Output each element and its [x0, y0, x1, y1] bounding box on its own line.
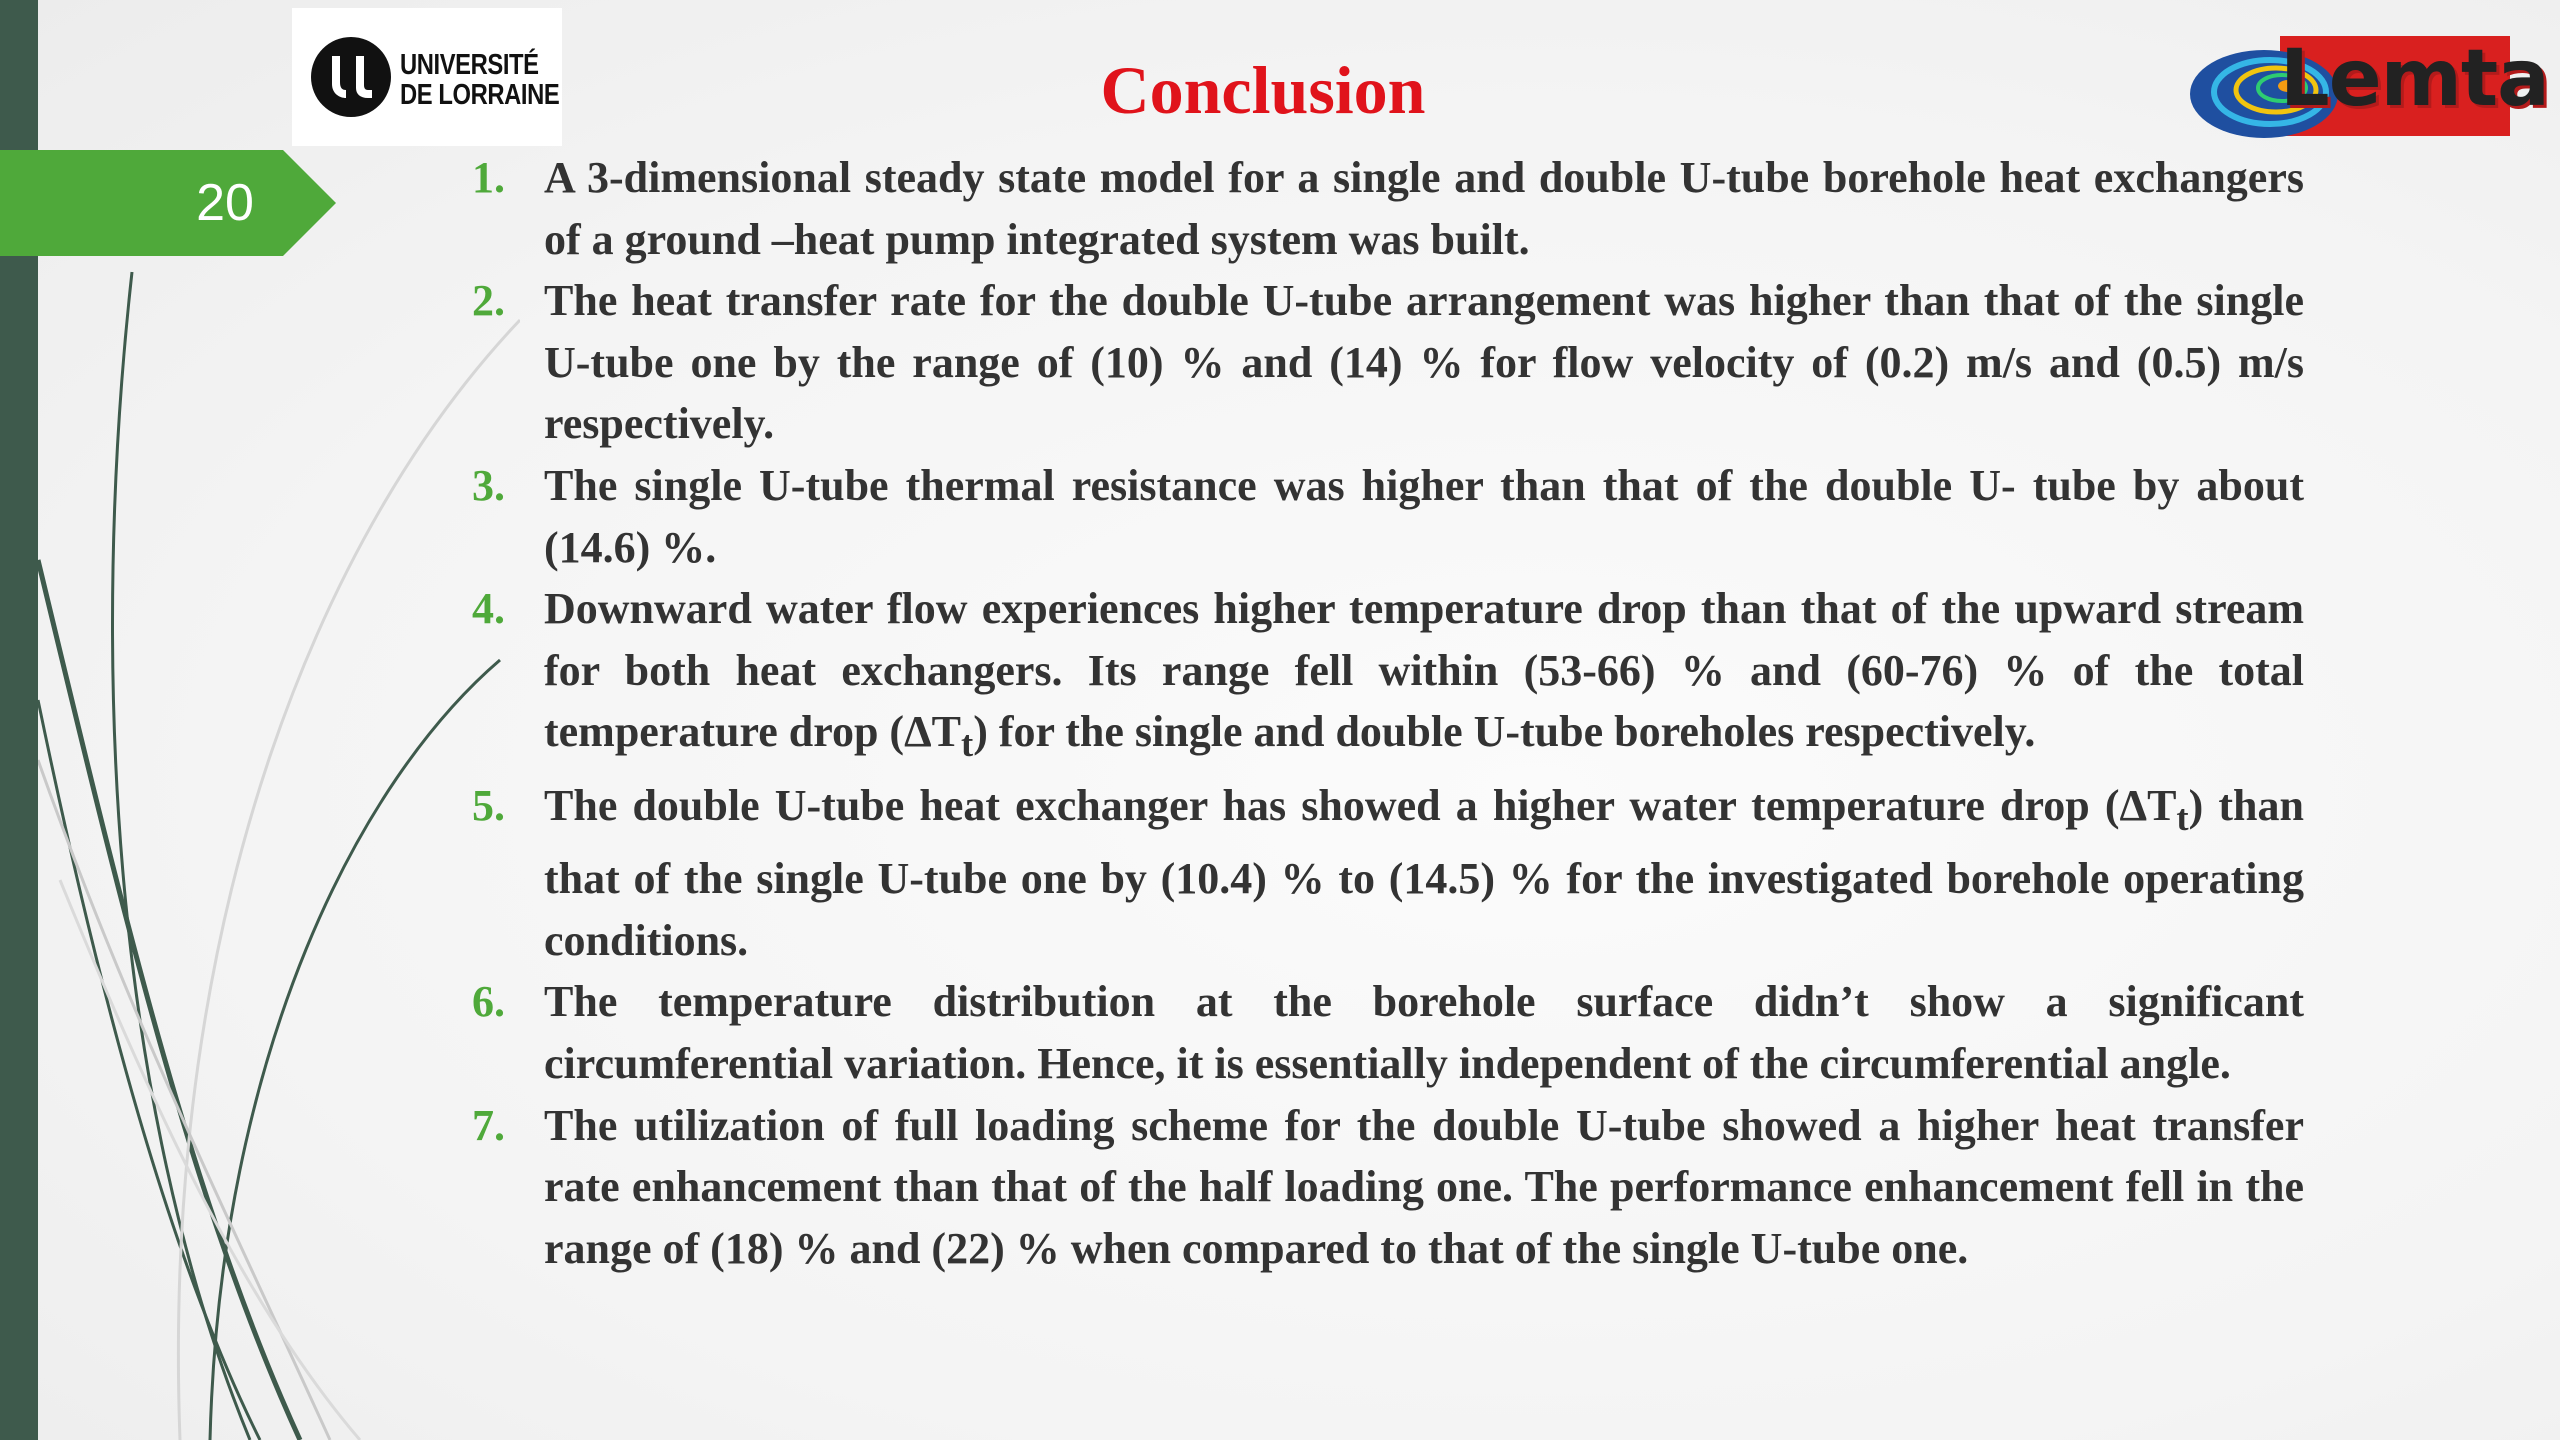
item-text: A 3-dimensional steady state model for a single and double U-tube borehole heat exchangers of a ground –heat pump integrated system was built. [544, 153, 2304, 264]
conclusion-item [472, 971, 2304, 1094]
conclusions-list [472, 147, 2304, 1279]
item-number: 4. [472, 584, 505, 634]
ul-logo-line1: UNIVERSITÉ [400, 49, 539, 81]
item-number: 6. [472, 977, 505, 1027]
item-text: The heat transfer rate for the double U-tube arrangement was higher than that of the single U-tube one by the range of (10) % and (14) % for flow velocity of (0.2) m/s and (0.5) m/s respectively. [544, 276, 2304, 449]
conclusion-item [472, 270, 2304, 455]
item-number: 1. [472, 153, 505, 202]
item-text: The utilization of full loading scheme for the double U-tube showed a higher heat transfer rate enhancement than that of the half loading one. The performance enhancement fell in the range of (18) % and (22) % when compared to that of the single U-tube one. [544, 1100, 2304, 1273]
ul-logo-line2: DE LORRAINE [400, 79, 560, 111]
item-text-after: ) than that of the single U-tube one by (10.4) % to (14.5) % for the investigated borehole operating conditions. [544, 780, 2304, 965]
lemta-logo-text: Lemta [2280, 34, 2549, 124]
item-text-after: ) for the single and double U-tube boreholes respectively. [973, 707, 2036, 757]
item-text: The temperature distribution at the borehole surface didn’t show a significant circumferential variation. Hence, it is essentially independent of the circumferential angle. [544, 977, 2304, 1088]
item-number: 3. [472, 460, 505, 510]
conclusion-item [472, 455, 2304, 578]
item-number: 2. [472, 276, 505, 326]
conclusion-item [472, 578, 2304, 775]
slide-title: Conclusion [1100, 52, 1426, 128]
conclusion-item [472, 1095, 2304, 1280]
delta-t-subscript: t [2176, 796, 2189, 838]
item-text [544, 578, 2304, 775]
item-text-before: Downward water flow experiences higher temperature drop than that of the upward stream for both heat exchangers. Its range fell within (53-66) % and (60-76) % of the total temperature drop (ΔT [544, 584, 2304, 757]
item-text [544, 775, 2304, 972]
page-number: 20 [196, 174, 254, 232]
item-text-before: The double U-tube heat exchanger has showed a higher water temperature drop (ΔT [544, 780, 2177, 830]
conclusion-item [472, 147, 2304, 270]
page-number-tab [0, 150, 336, 256]
item-number: 5. [472, 780, 505, 830]
item-number: 7. [472, 1100, 505, 1150]
item-text: The single U-tube thermal resistance was higher than that of the double U- tube by about (14.6) %. [544, 460, 2304, 572]
delta-t-subscript: t [961, 723, 974, 765]
conclusion-item [472, 775, 2304, 972]
